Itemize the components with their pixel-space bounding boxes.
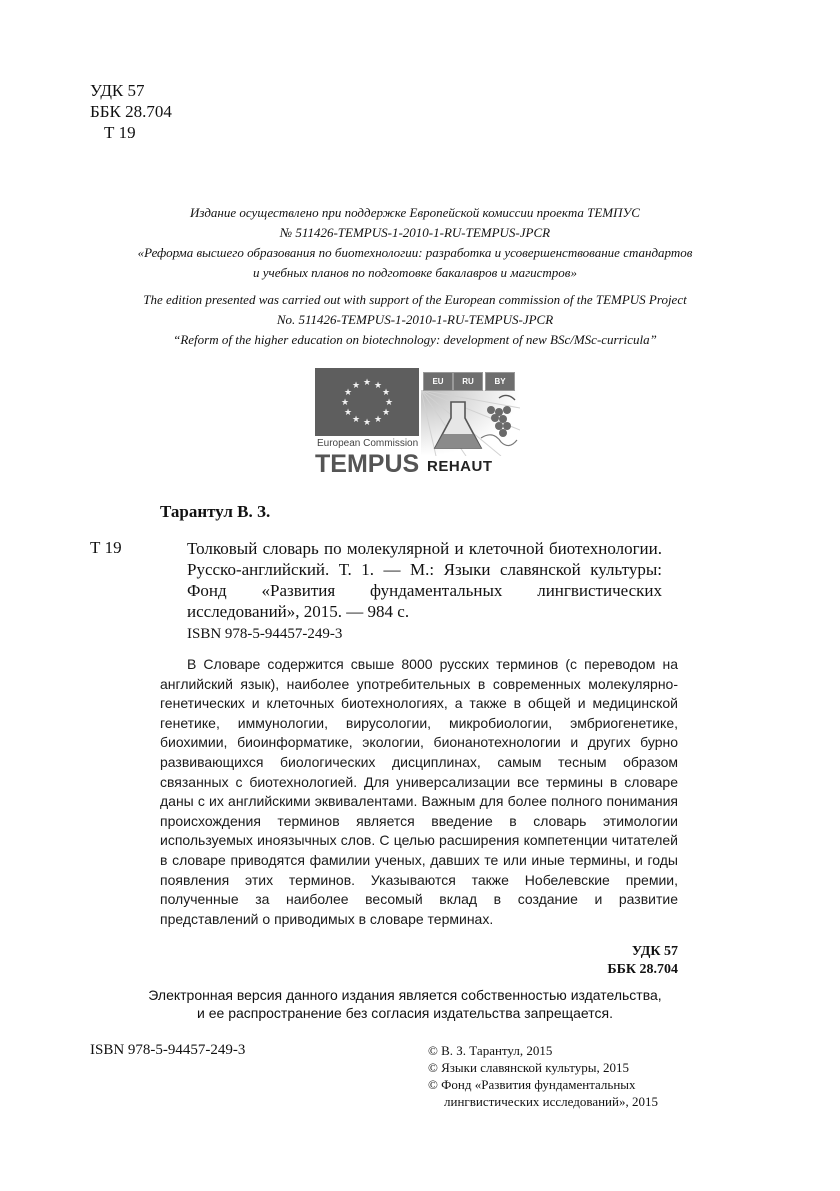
abstract <box>160 655 678 929</box>
svg-text:★: ★ <box>381 388 391 398</box>
support-statement-ru <box>110 203 720 283</box>
svg-text:★: ★ <box>373 415 383 425</box>
support-statement-en <box>110 290 720 350</box>
electronic-version-notice <box>120 986 690 1022</box>
tempus-label: TEMPUS <box>315 450 420 478</box>
copyright-block <box>428 1042 658 1110</box>
svg-text:★: ★ <box>373 381 383 391</box>
by-badge: BY <box>485 372 515 391</box>
svg-text:★: ★ <box>343 388 353 398</box>
support-line: “Reform of the higher education on biotechnology: development of new BSc/MSc-curricula” <box>173 332 657 347</box>
svg-text:★: ★ <box>381 408 391 418</box>
eu-flag-icon <box>315 368 419 436</box>
classification-codes <box>90 80 172 143</box>
svg-text:★: ★ <box>343 408 353 418</box>
svg-text:★: ★ <box>384 398 394 408</box>
support-line: и учебных планов по подготовке бакалавров и магистров» <box>253 265 577 280</box>
tempus-rehaut-logo <box>315 368 520 480</box>
copyright-line: © Языки славянской культуры, 2015 <box>428 1060 629 1075</box>
bbk-code: ББК 28.704 <box>90 102 172 121</box>
svg-text:★: ★ <box>351 381 361 391</box>
isbn-bottom: ISBN 978-5-94457-249-3 <box>90 1042 246 1058</box>
catalog-mark: Т 19 <box>90 538 122 557</box>
copyright-line: © В. З. Тарантул, 2015 <box>428 1043 553 1058</box>
svg-text:★: ★ <box>340 398 350 408</box>
svg-text:★: ★ <box>362 378 372 388</box>
eu-badge: EU <box>423 372 453 391</box>
flask-grapes-icon <box>421 390 520 456</box>
isbn-entry: ISBN 978-5-94457-249-3 <box>187 626 343 642</box>
bibliographic-text: Толковый словарь по молекулярной и клеточной биотехнологии. Русско-английский. Т. 1. — М.: Языки славянской культуры: Фонд «Развития фундаментальных лингвистических исследований», 2015. — 984 с. <box>187 539 662 621</box>
notice-line: и ее распространение без согласия издательства запрещается. <box>197 1005 613 1021</box>
notice-line: Электронная версия данного издания является собственностью издательства, <box>148 987 662 1003</box>
rehaut-label: REHAUT <box>427 458 493 475</box>
support-line: № 511426-TEMPUS-1-2010-1-RU-TEMPUS-JPCR <box>279 225 551 240</box>
european-commission-label: European Commission <box>317 438 419 449</box>
svg-text:★: ★ <box>351 415 361 425</box>
footer-classification-codes <box>560 943 678 979</box>
support-line: No. 511426-TEMPUS-1-2010-1-RU-TEMPUS-JPCR <box>276 312 554 327</box>
svg-text:★: ★ <box>362 418 372 428</box>
ru-badge: RU <box>453 372 483 391</box>
support-line: «Реформа высшего образования по биотехнологии: разработка и усовершенствование стандартов <box>137 245 693 260</box>
author-mark: Т 19 <box>104 123 136 142</box>
support-line: The edition presented was carried out with support of the European commission of the TEMPUS Project <box>143 292 687 307</box>
abstract-text: В Словаре содержится свыше 8000 русских терминов (с переводом на английский язык), наиболее употребительных в современных молекулярно-генетических и клеточных биотехнологиях, а также в общей и медицинской генетике, иммунологии, вирусологии, микробиологии, эмбриогенетике, биохимии, биоинформатике, экологии, бионанотехнологии и других бурно развивающихся биологических дисциплинах, самым тесным образом связанных с биотехнологией. Для универсализации все термины в словаре даны с их английскими эквивалентами. Важным для более полного понимания происхождения терминов является введение в словарь этимологии используемых иноязычных слов. С целью расширения компетенции читателей в словаре приводятся фамилии ученых, давших те или иные термины, и годы появления этих терминов. Указываются также Нобелевские премии, полученные за наиболее весомый вклад в создание и развитие представлений о приводимых в словаре терминах. <box>160 656 678 927</box>
support-line: Издание осуществлено при поддержке Европейской комиссии проекта ТЕМПУС <box>190 205 640 220</box>
bbk-code: ББК 28.704 <box>607 962 678 977</box>
copyright-line: лингвистических исследований», 2015 <box>444 1094 658 1109</box>
copyright-line: © Фонд «Развития фундаментальных <box>428 1077 636 1092</box>
udk-code: УДК 57 <box>90 81 145 100</box>
author-name: Тарантул В. З. <box>160 502 271 521</box>
udk-code: УДК 57 <box>631 944 678 959</box>
bibliographic-entry <box>187 538 662 622</box>
